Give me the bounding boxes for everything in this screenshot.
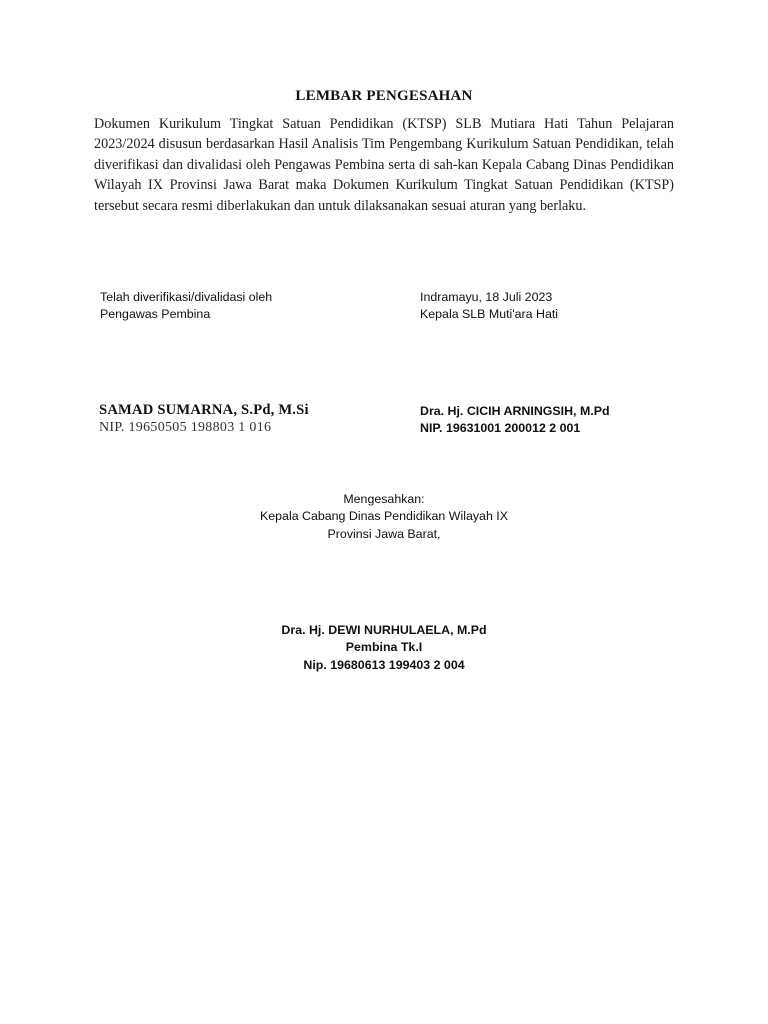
approval-line-1: Mengesahkan: (343, 492, 425, 506)
final-signature-block (0, 622, 768, 674)
right-signatory-name: Dra. Hj. CICIH ARNINGSIH, M.Pd (420, 404, 610, 418)
final-signatory-name: Dra. Hj. DEWI NURHULAELA, M.Pd (281, 623, 487, 637)
approval-line-2: Kepala Cabang Dinas Pendidikan Wilayah IX (260, 509, 508, 524)
approval-paragraph: Dokumen Kurikulum Tingkat Satuan Pendidikan (KTSP) SLB Mutiara Hati Tahun Pelajaran 2023/2024 disusun berdasarkan Hasil Analisis Tim Pengembang Kurikulum Satuan Pendidikan, telah diverifikasi dan divalidasi oleh Pengawas Pembina serta di sah-kan Kepala Cabang Dinas Pendidikan Wilayah IX Provinsi Jawa Barat maka Dokumen Kurikulum Tingkat Satuan Pendidikan (KTSP) tersebut secara resmi diberlakukan dan untuk dilaksanakan sesuai aturan yang berlaku. (94, 116, 674, 214)
final-signatory-rank: Pembina Tk.I (345, 640, 423, 655)
right-signature-header (420, 289, 558, 323)
left-signature-header (100, 289, 272, 323)
document-title: LEMBAR PENGESAHAN (295, 88, 473, 104)
left-signatory-name: SAMAD SUMARNA, S.Pd, M.Si (99, 402, 309, 418)
right-signatory-nip: NIP. 19631001 200012 2 001 (420, 421, 581, 435)
approval-line-3: Provinsi Jawa Barat, (327, 526, 441, 541)
right-signature-line-2: Kepala SLB Muti'ara Hati (420, 307, 559, 321)
left-signature-line-1: Telah diverifikasi/divalidasi oleh (100, 290, 273, 304)
left-signatory-nip: NIP. 19650505 198803 1 016 (99, 420, 272, 435)
final-signatory-nip: Nip. 19680613 199403 2 004 (303, 657, 465, 672)
approval-header (0, 491, 768, 543)
right-signature-line-1: Indramayu, 18 Juli 2023 (420, 290, 553, 304)
left-signature-line-2: Pengawas Pembina (100, 307, 211, 321)
